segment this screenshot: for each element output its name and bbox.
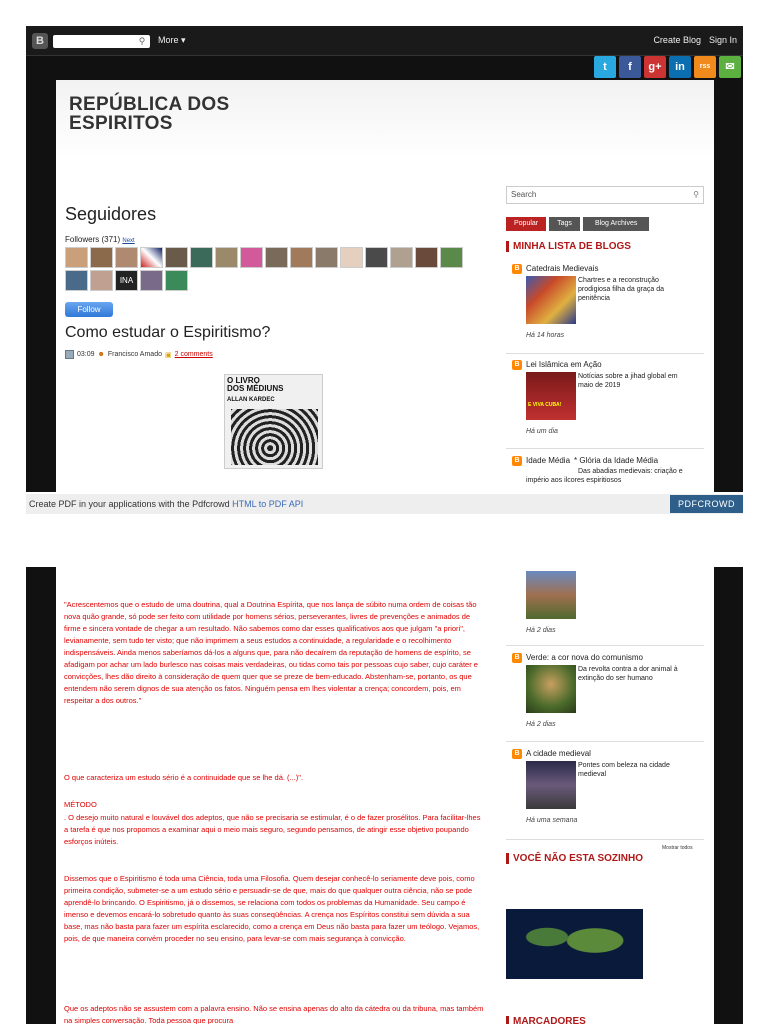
avatar[interactable]	[190, 247, 213, 268]
avatar[interactable]	[65, 247, 88, 268]
blog-list-heading: MINHA LISTA DE BLOGS	[506, 241, 631, 252]
blog-name-link[interactable]: B A cidade medieval	[512, 749, 704, 758]
blog-thumbnail[interactable]	[526, 571, 576, 619]
article-paragraph: Dissemos que o Espiritismo é toda uma Ciência, toda uma Filosofia. Quem desejar conhecê-lo seriamente deve pois, como primeira condição, submeter-se a um estudo sério e persuadir-se de que, mais do que qualquer outra ciência, não se pode aprendê-lo brincando. O Espiritismo, já o dissemos, se relaciona com todos os problemas da Humanidade. Seu campo é imenso e devemos encará-lo sobretudo quanto às suas conseqüências. A crença nos Espíritos constitui sem dúvida a sua base, mas não basta para fazer um espírita esclarecido, como a crença em Deus não basta para fazer um teólogo. Vejamos, pois, de que maneira convém proceder no seu ensino, para levar-se com mais segurança à convicção.	[64, 874, 480, 943]
search-icon[interactable]: ⚲	[138, 36, 146, 46]
follow-button[interactable]: Follow	[65, 302, 113, 317]
book-title	[227, 377, 283, 393]
followers-count-text: Followers (371)	[65, 235, 121, 244]
avatar[interactable]	[290, 247, 313, 268]
navbar-right	[653, 35, 737, 45]
blog-content	[56, 80, 714, 492]
tab-blog-archives[interactable]: Blog Archives	[583, 217, 649, 231]
facebook-icon[interactable]: f	[619, 56, 641, 78]
divider	[506, 741, 704, 742]
email-icon[interactable]: ✉	[719, 56, 741, 78]
blog-post-link[interactable]: Pontes com beleza na cidade medieval	[578, 762, 670, 778]
avatar[interactable]	[365, 247, 388, 268]
pdfcrowd-bar	[26, 494, 743, 514]
blog-time: Há 14 horas	[526, 332, 565, 339]
avatar[interactable]	[340, 247, 363, 268]
article-paragraph: O que caracteriza um estudo sério é a continuidade que se lhe dá. (...)".	[64, 773, 304, 782]
show-all-link[interactable]: Mostrar todos	[662, 845, 693, 851]
not-alone-heading: VOCÊ NÃO ESTA SOZINHO	[506, 853, 643, 864]
tab-popular[interactable]: Popular	[506, 217, 546, 231]
article-subheading: MÉTODO	[64, 800, 97, 809]
avatar[interactable]: INA	[115, 270, 138, 291]
comments-link[interactable]: 2 comments	[174, 351, 213, 358]
post-time: 03:09	[77, 351, 95, 358]
blog-name: B Idade Média	[526, 456, 571, 465]
avatar[interactable]	[140, 247, 163, 268]
book-title-line-1: O LIVRO	[227, 376, 260, 385]
blog-thumbnail[interactable]	[526, 761, 576, 809]
sidebar-tabs	[506, 217, 649, 231]
pdfcrowd-text	[29, 499, 303, 509]
divider	[506, 353, 704, 354]
book-title-line-2: DOS MÉDIUNS	[227, 384, 284, 393]
avatar[interactable]	[65, 270, 88, 291]
blog-time: Há 2 dias	[526, 721, 556, 728]
avatar[interactable]	[440, 247, 463, 268]
article-paragraph: Que os adeptos não se assustem com a palavra ensino. Não se ensina apenas do alto da cátedra ou da tribuna, mas também na simples conversação. Toda pessoa que procura	[64, 1004, 484, 1024]
blogger-logo-icon[interactable]: B	[32, 33, 48, 49]
blog-name-link[interactable]	[512, 456, 704, 465]
avatar[interactable]	[165, 270, 188, 291]
blog-post-desc: Das abadias medievais: criação e império aos ilcores espiritiosos	[526, 468, 683, 484]
avatar[interactable]	[215, 247, 238, 268]
sign-in-link[interactable]: Sign In	[708, 35, 737, 45]
pdfcrowd-button[interactable]: PDFCROWD	[670, 495, 743, 513]
blogger-navbar	[26, 26, 743, 56]
article-paragraph: "Acrescentemos que o estudo de uma doutrina, qual a Doutrina Espírita, que nos lança de súbito numa ordem de coisas tão nova quão grande, só pode ser feito com utilidade por homens sérios, perseverantes, livres de prevenções e animados de firme e sincera vontade de chegar a um resultado. Não sabemos como dar esses qualificativos aos que julgam "a priori", levianamente, sem tudo ter visto; que não imprimem a seus estudos a continuidade, a regularidade e o recolhimento indispensáveis. Ainda menos saberíamos dá-los a alguns que, para não decaírem da reputação de homens de espírito, se afadigam por achar um lado burlesco nas coisas mais verdadeiras, ou tidas como tais por pessoas cujo saber, cujo caráter e convicções, lhes dão direito à consideração de quem quer que se preze de bem-educado. Abstenham-se, portanto, os que entendem não serem dignos de sua atenção os fatos. Ninguém pensa em lhes violentar a crença; concordem, pois, em respeitar a dos outros."	[64, 600, 478, 705]
book-cover-image	[224, 374, 323, 469]
blog-thumbnail[interactable]	[526, 276, 576, 324]
avatar[interactable]	[315, 247, 338, 268]
page-2	[26, 567, 743, 1024]
calendar-icon	[65, 350, 74, 359]
blog-title-line-1: REPÚBLICA DOS	[69, 94, 230, 115]
rss-icon[interactable]: rss	[694, 56, 716, 78]
followers-heading: Seguidores	[65, 204, 157, 224]
linkedin-icon[interactable]: in	[669, 56, 691, 78]
search-icon[interactable]: ⚲	[693, 190, 699, 199]
blog-time: Há 2 dias	[526, 627, 556, 634]
blog-time: Há um dia	[526, 428, 558, 435]
followers-next-link[interactable]: Next	[122, 238, 135, 244]
avatar[interactable]	[90, 270, 113, 291]
sidebar-search-input[interactable]	[506, 186, 704, 204]
avatar[interactable]	[265, 247, 288, 268]
avatar[interactable]	[165, 247, 188, 268]
create-blog-link[interactable]: Create Blog	[653, 35, 701, 45]
post-title[interactable]: Como estudar o Espiritismo?	[65, 324, 271, 341]
google-plus-icon[interactable]: g+	[644, 56, 666, 78]
avatar[interactable]	[90, 247, 113, 268]
blog-post-title: * Glória da Idade Média	[574, 456, 659, 465]
comment-icon: ▣	[165, 351, 172, 359]
blog-post-link[interactable]: Notícias sobre a jihad global em maio de 2019	[578, 373, 678, 389]
blog-thumbnail[interactable]	[526, 665, 576, 713]
blog-content-2	[56, 567, 714, 1024]
blog-post-link[interactable]: Chartres e a reconstrução prodigiosa filha da graça da penitência	[578, 277, 665, 302]
post-author[interactable]: Francisco Amado	[107, 351, 162, 358]
follower-avatars	[65, 247, 485, 291]
post-meta	[65, 350, 213, 359]
blog-list-item	[512, 264, 704, 344]
blog-title-line-2: ESPIRITOS	[69, 113, 173, 134]
blog-list-item	[512, 653, 704, 733]
more-menu[interactable]: More ▾	[158, 35, 186, 45]
page-1	[26, 26, 743, 492]
followers-count	[65, 235, 135, 244]
divider	[506, 839, 704, 840]
divider	[506, 645, 704, 646]
pdfcrowd-text-main: Create PDF in your applications with the Pdfcrowd	[29, 499, 233, 509]
divider	[506, 448, 704, 449]
social-icons	[594, 56, 741, 78]
twitter-icon[interactable]: t	[594, 56, 616, 78]
blog-post-link[interactable]: Da revolta contra a dor animal à extinção do ser humano	[578, 666, 678, 682]
avatar[interactable]	[390, 247, 413, 268]
blog-list-item	[512, 360, 704, 440]
book-author: ALLAN KARDEC	[227, 397, 275, 403]
blog-list-item	[512, 456, 704, 492]
pdfcrowd-link[interactable]: HTML to PDF API	[232, 499, 304, 509]
blog-thumbnail[interactable]: E VIVA CUBA!	[526, 372, 576, 420]
blog-name-link[interactable]: B Verde: a cor nova do comunismo	[512, 653, 704, 662]
book-cover-art	[231, 409, 318, 465]
blog-list-item	[512, 749, 704, 829]
article-paragraph: . O desejo muito natural e louvável dos adeptos, que não se precisaria se estimular, é o de fazer prosélitos. Para facilitar-lhes a tarefa é que nos propomos a examinar aqui o meio mais seguro, segundo pensamos, de atingir esse objetivo poupando esforços inúteis.	[64, 813, 481, 846]
blog-time: Há uma semana	[526, 817, 578, 824]
labels-heading: MARCADORES	[506, 1016, 586, 1024]
blog-title[interactable]	[69, 95, 229, 133]
tab-tags[interactable]: Tags	[549, 217, 580, 231]
world-map-widget[interactable]	[506, 909, 643, 979]
user-icon: ☻	[97, 351, 105, 358]
blog-name-link[interactable]: B Catedrais Medievais	[512, 264, 704, 273]
avatar[interactable]	[240, 247, 263, 268]
blog-name-link[interactable]: B Lei Islâmica em Ação	[512, 360, 704, 369]
blog-list-item	[512, 571, 704, 641]
search-placeholder: Search	[511, 190, 537, 199]
avatar[interactable]	[140, 270, 163, 291]
avatar[interactable]	[415, 247, 438, 268]
avatar[interactable]	[115, 247, 138, 268]
